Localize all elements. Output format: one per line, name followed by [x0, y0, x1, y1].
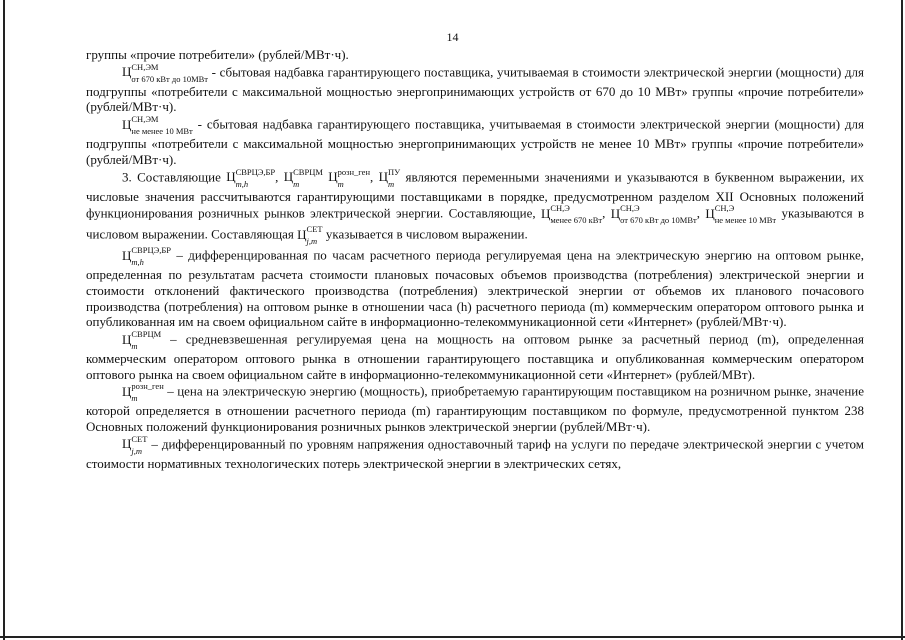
symbol: Ц СВРЦЭ,БР m,h	[226, 166, 276, 189]
symbol: Ц СН,ЭМ от 670 кВт до 10МВт	[122, 61, 209, 84]
paragraph: Ц СВРЦМ m – средневзвешенная регулируемая цена на мощность на оптовом рынке за расчетный период (m), определенная коммерческим оператором оптового рынка в отношении гарантирующего поставщика и опубликованная коммерческим оператором оптового рынка на своем официальном сайте в информационно-телекоммуникационной сети «Интернет» (рублей/МВт).	[86, 329, 864, 382]
symbol: Ц СЕТ j,m	[122, 433, 148, 456]
paragraph: Ц розн_ген m – цена на электрическую энергию (мощность), приобретаемую гарантирующим поставщиком на розничном рынке, значение которой определяется в отношении расчетного периода (m) гарантирующим поставщиком по формуле, предусмотренной пунктом 238 Основных положений функционирования розничных рынков электрической энергии (рублей/МВт·ч).	[86, 381, 864, 435]
symbol: Ц СВРЦЭ,БР m,h	[122, 245, 171, 268]
paragraph: Ц СЕТ j,m – дифференцированный по уровням напряжения одноставочный тариф на услуги по передаче электрической энергии с учетом стоимости нормативных технологических потерь электрической энергии в электрических сетях,	[86, 433, 864, 471]
symbol: Ц розн_ген m	[328, 166, 370, 189]
scan-border-left	[3, 0, 5, 640]
symbol: Ц СВРЦМ m	[122, 329, 162, 352]
body-text	[86, 47, 864, 472]
symbol: Ц ПУ m	[378, 166, 401, 189]
symbol: Ц СН,Э от 670 кВт до 10МВт	[610, 203, 697, 226]
symbol: Ц СН,Э не менее 10 МВт	[705, 203, 777, 226]
paragraph: 3. Составляющие Ц СВРЦЭ,БР m,h , Ц СВРЦМ m Ц розн_ген m , Ц ПУ m являются переменными значениями и указываются в буквенном выражении, их числовые значения рассчитываются гарантирующими поставщиками в порядке, предусмотренном разделом XII Основных положений функционирования розничных рынков электрической энергии. Составляющие, Ц СН,Э менее 670 кВт , Ц СН,Э от 670 кВт до 10МВт , Ц СН,Э не менее 10 МВт указываются в числовом выражении. Составляющая Ц СЕТ j,m указывается в числовом выражении.	[86, 166, 865, 247]
scan-border-right	[901, 0, 903, 640]
scan-border-bottom	[0, 636, 905, 638]
paragraph: Ц СН,ЭМ от 670 кВт до 10МВт - сбытовая надбавка гарантирующего поставщика, учитываемая в стоимости электрической энергии (мощности) для подгруппы «потребители с максимальной мощностью энергопринимающих устройств от 670 до 10 МВт» группы «прочие потребители» (рублей/МВт·ч).	[86, 61, 864, 115]
symbol: Ц СН,ЭМ не менее 10 МВт	[122, 114, 193, 137]
page-number: 14	[446, 30, 459, 44]
symbol: Ц СЕТ j,m	[297, 224, 323, 247]
symbol: Ц СВРЦМ m	[283, 166, 323, 189]
paragraph: группы «прочие потребители» (рублей/МВт·ч).	[86, 47, 349, 62]
paragraph: Ц СВРЦЭ,БР m,h – дифференцированная по часам расчетного периода регулируемая цена на электрическую энергию на оптовом рынке, определенная по результатам расчета стоимости плановых почасовых объемов производства (потребления) электрической энергии и стоимости отклонений фактического производства (потребления) электрической энергии от объемов их планового почасового производства (потребления) на оптовом рынке в отношении часа (h) расчетного периода (m) коммерческим оператором оптового рынка и опубликованная им на своем официальном сайте в информационно-телекоммуникационной сети «Интернет» (рублей/МВт·ч).	[86, 245, 864, 330]
paragraph: Ц СН,ЭМ не менее 10 МВт - сбытовая надбавка гарантирующего поставщика, учитываемая в стоимости электрической энергии (мощности) для подгруппы «потребители с максимальной мощностью энергопринимающих устройств не менее 10 МВт» группы «прочие потребители» (рублей/МВт·ч).	[86, 114, 864, 167]
symbol: Ц СН,Э менее 670 кВт	[540, 203, 603, 226]
symbol: Ц розн_ген m	[122, 381, 164, 404]
